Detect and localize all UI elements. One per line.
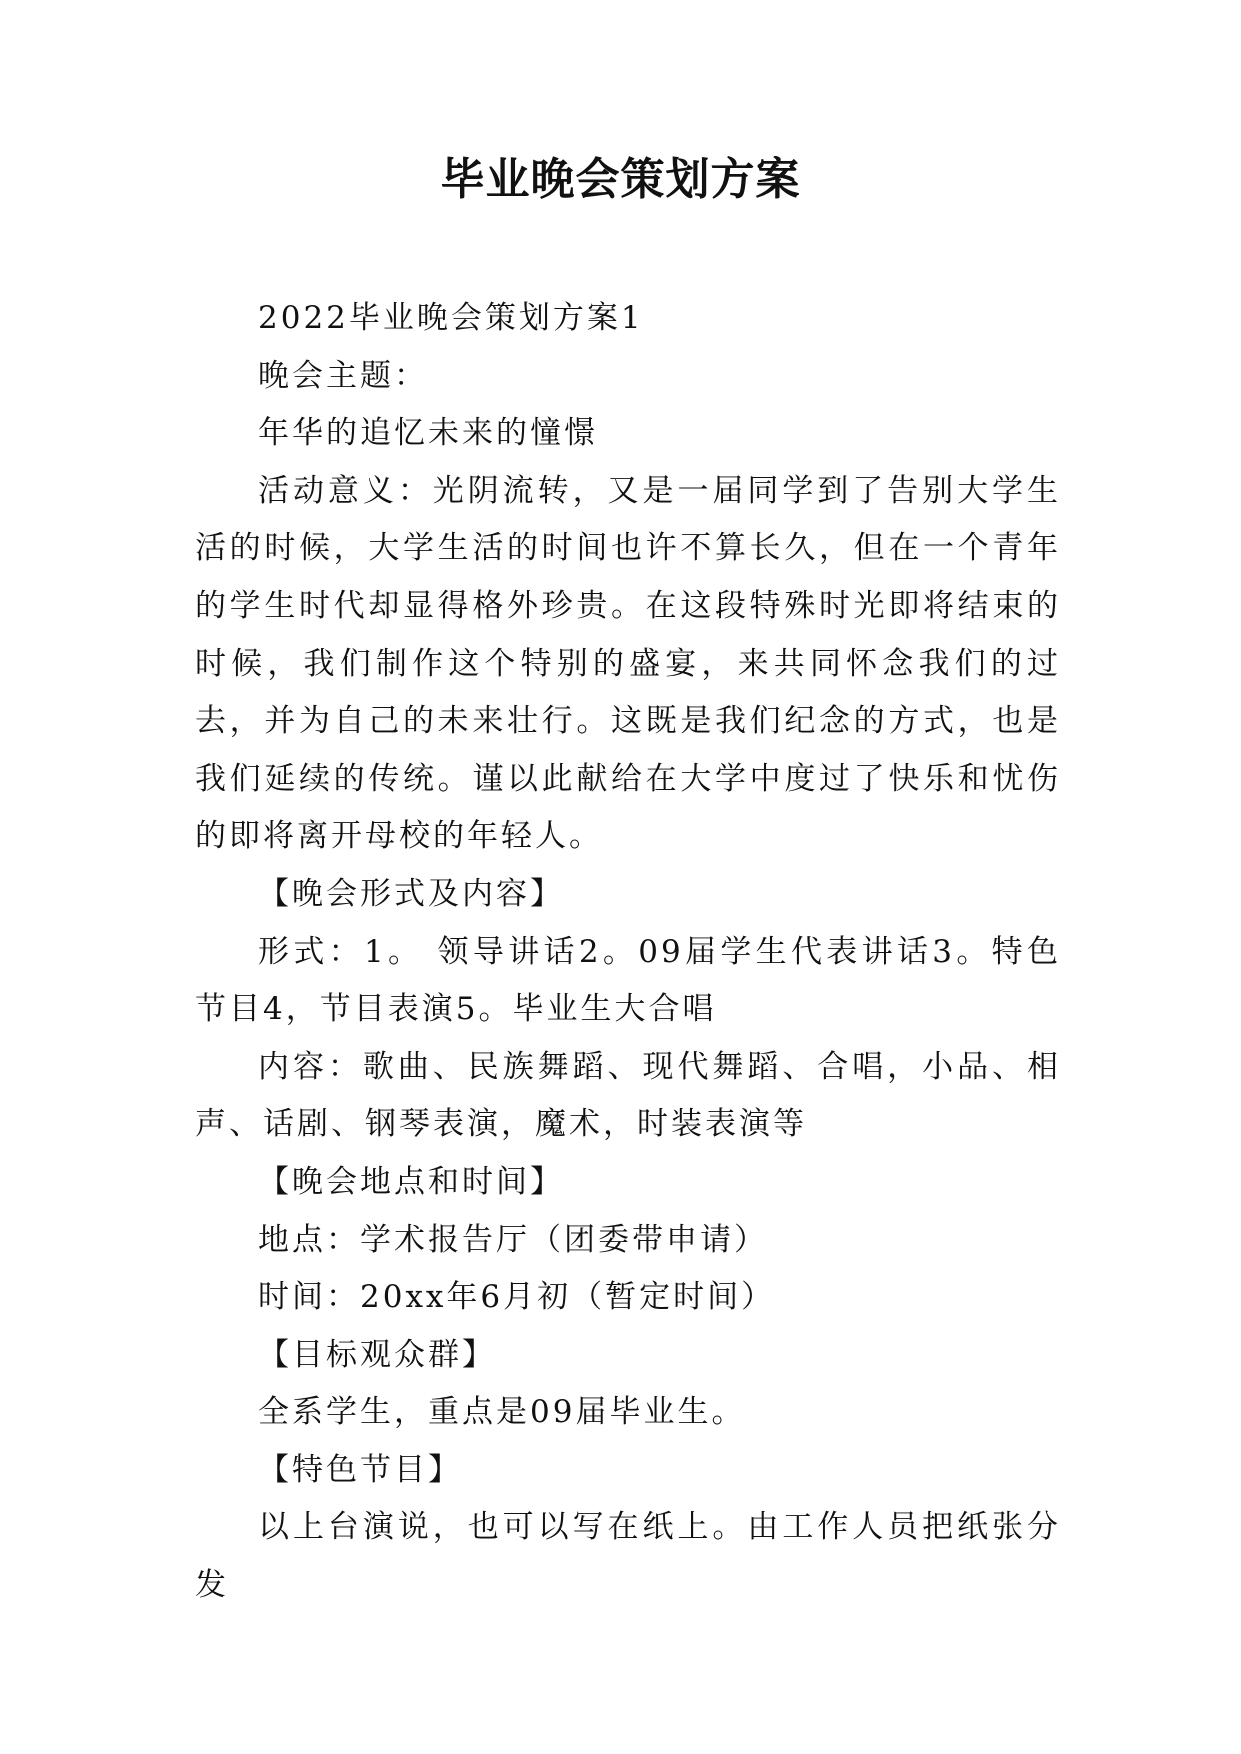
paragraph-format: 形式：1。 领导讲话2。09届学生代表讲话3。特色节目4，节目表演5。毕业生大合唱	[195, 933, 1061, 1028]
paragraph-venue: 地点：学术报告厅（团委带申请）	[258, 1221, 768, 1258]
paragraph-theme: 年华的追忆未来的憧憬	[258, 415, 598, 452]
section-heading-format: 【晚会形式及内容】	[258, 875, 564, 912]
paragraph-content: 内容：歌曲、民族舞蹈、现代舞蹈、合唱，小品、相声、话剧、钢琴表演，魔术，时装表演等	[195, 1048, 1061, 1143]
section-heading-featured: 【特色节目】	[258, 1451, 462, 1488]
document-subtitle: 2022毕业晚会策划方案1	[258, 300, 644, 336]
paragraph-significance: 活动意义：光阴流转，又是一届同学到了告别大学生活的时候，大学生活的时间也许不算长久，但在一个青年的学生时代却显得格外珍贵。在这段特殊时光即将结束的时候，我们制作这个特别的盛宴，来共同怀念我们的过去，并为自己的未来壮行。这既是我们纪念的方式，也是我们延续的传统。谨以此献给在大学中度过了快乐和忧伤的即将离开母校的年轻人。	[195, 472, 1061, 855]
paragraph-theme-label: 晚会主题：	[258, 357, 428, 394]
section-heading-audience: 【目标观众群】	[258, 1336, 496, 1373]
section-heading-venue-time: 【晚会地点和时间】	[258, 1163, 564, 1200]
paragraph-audience: 全系学生，重点是09届毕业生。	[258, 1394, 746, 1431]
paragraph-time: 时间：20xx年6月初（暂定时间）	[258, 1279, 776, 1316]
document-title: 毕业晚会策划方案	[440, 154, 801, 205]
paragraph-featured: 以上台演说，也可以写在纸上。由工作人员把纸张分发	[195, 1509, 1061, 1604]
document-body	[195, 290, 1061, 1615]
